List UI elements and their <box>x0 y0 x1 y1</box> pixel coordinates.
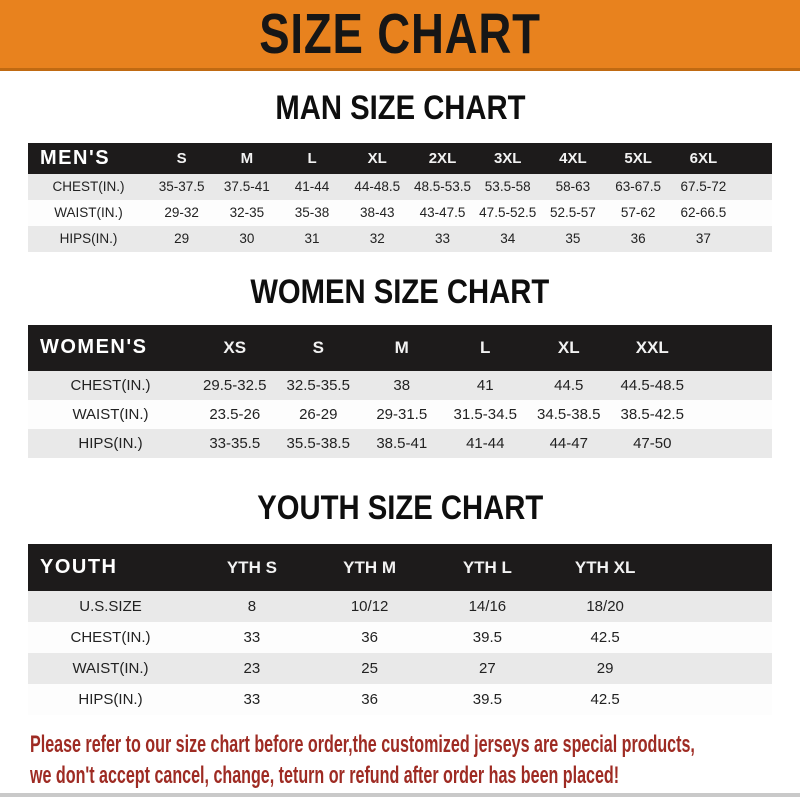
size-value-cell: 63-67.5 <box>615 179 662 195</box>
table-row <box>28 371 772 400</box>
size-value-cell: 38.5-42.5 <box>620 405 684 423</box>
header-spacer <box>694 325 772 371</box>
man-section-title-text: MAN SIZE CHART <box>274 89 526 127</box>
size-value-cell: 29-32 <box>164 205 199 221</box>
row-label: HIPS(IN.) <box>78 434 143 452</box>
size-value-cell: 29 <box>174 231 190 247</box>
size-value-cell: 42.5 <box>590 691 620 709</box>
size-value-cell: 30 <box>239 231 255 247</box>
size-value-cell: 35 <box>565 231 581 247</box>
size-value-cell: 33 <box>243 629 261 647</box>
column-header: S <box>149 143 214 174</box>
youth-size-table <box>28 544 772 715</box>
size-value-cell: 33 <box>243 691 261 709</box>
size-value-cell: 35.5-38.5 <box>286 434 350 452</box>
disclaimer-line-2: we don't accept cancel, change, teturn or refund after order has been placed! <box>30 762 620 790</box>
size-value-cell: 27 <box>479 660 496 678</box>
table-row <box>28 653 772 684</box>
size-value-cell: 38-43 <box>360 205 395 221</box>
row-label: WAIST(IN.) <box>72 660 149 678</box>
size-value-cell: 57-62 <box>620 205 656 221</box>
women-size-table <box>28 325 772 458</box>
row-label: HIPS(IN.) <box>78 691 143 709</box>
size-value-cell: 33-35.5 <box>209 434 261 452</box>
column-header: 2XL <box>410 143 475 174</box>
youth-group-label: YOUTH <box>28 544 193 591</box>
column-header: M <box>214 143 279 174</box>
row-spacer <box>664 684 772 715</box>
women-section-title-text: WOMEN SIZE CHART <box>250 272 550 311</box>
size-value-cell: 41 <box>476 376 494 394</box>
size-value-cell: 18/20 <box>586 598 624 616</box>
size-value-cell: 38.5-41 <box>376 434 428 452</box>
row-spacer <box>694 429 772 458</box>
size-value-cell: 23 <box>243 660 261 678</box>
size-value-cell: 39.5 <box>472 691 502 709</box>
row-spacer <box>736 174 772 200</box>
size-value-cell: 33 <box>434 231 450 247</box>
row-label: CHEST(IN.) <box>52 179 125 195</box>
size-value-cell: 62-66.5 <box>680 205 727 221</box>
women-group-label: WOMEN'S <box>28 325 193 371</box>
row-spacer <box>694 400 772 429</box>
size-value-cell: 67.5-72 <box>680 179 727 195</box>
column-header: S <box>277 325 361 371</box>
size-value-cell: 58-63 <box>555 179 591 195</box>
man-size-chart-section <box>0 71 800 252</box>
size-value-cell: 47-50 <box>633 434 672 452</box>
size-value-cell: 29.5-32.5 <box>203 376 267 394</box>
size-value-cell: 52.5-57 <box>550 205 596 221</box>
column-header: L <box>444 325 528 371</box>
table-row <box>28 400 772 429</box>
table-row <box>28 429 772 458</box>
size-value-cell: 41-44 <box>466 434 505 452</box>
size-value-cell: 23.5-26 <box>209 405 261 423</box>
table-row <box>28 174 772 200</box>
size-value-cell: 35-37.5 <box>158 179 205 195</box>
page-title: SIZE CHART <box>259 2 541 66</box>
size-value-cell: 31.5-34.5 <box>453 405 517 423</box>
size-value-cell: 48.5-53.5 <box>413 179 471 195</box>
table-row <box>28 226 772 252</box>
row-label: CHEST(IN.) <box>70 376 151 394</box>
column-header: 5XL <box>606 143 671 174</box>
size-value-cell: 14/16 <box>468 598 507 616</box>
row-label: WAIST(IN.) <box>72 405 149 423</box>
size-value-cell: 47.5-52.5 <box>479 205 537 221</box>
women-table-header-row <box>28 325 772 371</box>
column-header: XXL <box>611 325 695 371</box>
row-spacer <box>736 226 772 252</box>
disclaimer-line-1: Please refer to our size chart before order,the customized jerseys are special products, <box>30 731 695 759</box>
size-value-cell: 44-47 <box>549 434 588 452</box>
column-header: YTH M <box>311 544 429 591</box>
row-spacer <box>664 622 772 653</box>
size-value-cell: 36 <box>361 629 378 647</box>
column-header: YTH S <box>193 544 311 591</box>
size-value-cell: 36 <box>630 231 646 247</box>
men-table-header-row <box>28 143 772 174</box>
size-value-cell: 34.5-38.5 <box>537 405 601 423</box>
size-value-cell: 39.5 <box>472 629 502 647</box>
row-spacer <box>664 653 772 684</box>
table-row <box>28 622 772 653</box>
women-size-chart-section <box>0 252 800 458</box>
size-value-cell: 41-44 <box>294 179 330 195</box>
size-value-cell: 29 <box>596 660 614 678</box>
disclaimer-text <box>0 729 800 791</box>
size-value-cell: 26-29 <box>299 405 338 423</box>
size-value-cell: 35-38 <box>294 205 330 221</box>
man-section-title <box>0 71 800 129</box>
youth-section-title <box>0 458 800 529</box>
size-value-cell: 32 <box>369 231 385 247</box>
size-value-cell: 43-47.5 <box>419 205 466 221</box>
row-label: HIPS(IN.) <box>59 231 118 247</box>
header-spacer <box>736 143 772 174</box>
size-value-cell: 36 <box>361 691 378 709</box>
men-size-table <box>28 143 772 252</box>
size-value-cell: 25 <box>361 660 378 678</box>
column-header: 4XL <box>540 143 605 174</box>
row-spacer <box>736 200 772 226</box>
column-header: XL <box>345 143 410 174</box>
column-header: M <box>360 325 444 371</box>
bottom-edge-divider <box>0 793 800 797</box>
row-label: U.S.SIZE <box>79 598 142 616</box>
table-row <box>28 591 772 622</box>
size-value-cell: 10/12 <box>350 598 389 616</box>
youth-table-header-row <box>28 544 772 591</box>
size-value-cell: 53.5-58 <box>484 179 531 195</box>
row-spacer <box>694 371 772 400</box>
row-label: CHEST(IN.) <box>70 629 151 647</box>
column-header: L <box>279 143 344 174</box>
size-value-cell: 38 <box>393 376 411 394</box>
column-header: 3XL <box>475 143 540 174</box>
youth-section-title-text: YOUTH SIZE CHART <box>257 488 543 527</box>
size-value-cell: 44.5-48.5 <box>620 376 684 394</box>
column-header: YTH XL <box>546 544 664 591</box>
size-value-cell: 34 <box>500 231 516 247</box>
size-value-cell: 32-35 <box>229 205 265 221</box>
table-row <box>28 684 772 715</box>
header-spacer <box>664 544 772 591</box>
column-header: YTH L <box>429 544 547 591</box>
table-row <box>28 200 772 226</box>
size-value-cell: 44-48.5 <box>354 179 401 195</box>
column-header: XS <box>193 325 277 371</box>
size-value-cell: 37.5-41 <box>223 179 270 195</box>
size-value-cell: 44.5 <box>554 376 584 394</box>
row-spacer <box>664 591 772 622</box>
size-value-cell: 31 <box>304 231 320 247</box>
row-label: WAIST(IN.) <box>54 205 123 221</box>
size-value-cell: 42.5 <box>590 629 620 647</box>
size-value-cell: 32.5-35.5 <box>286 376 350 394</box>
women-section-title <box>0 252 800 313</box>
size-value-cell: 8 <box>247 598 257 616</box>
size-chart-banner <box>0 0 800 71</box>
column-header: XL <box>527 325 611 371</box>
youth-size-chart-section <box>0 458 800 716</box>
size-value-cell: 29-31.5 <box>376 405 428 423</box>
column-header: 6XL <box>671 143 736 174</box>
men-group-label: MEN'S <box>28 143 149 174</box>
size-value-cell: 37 <box>695 231 711 247</box>
